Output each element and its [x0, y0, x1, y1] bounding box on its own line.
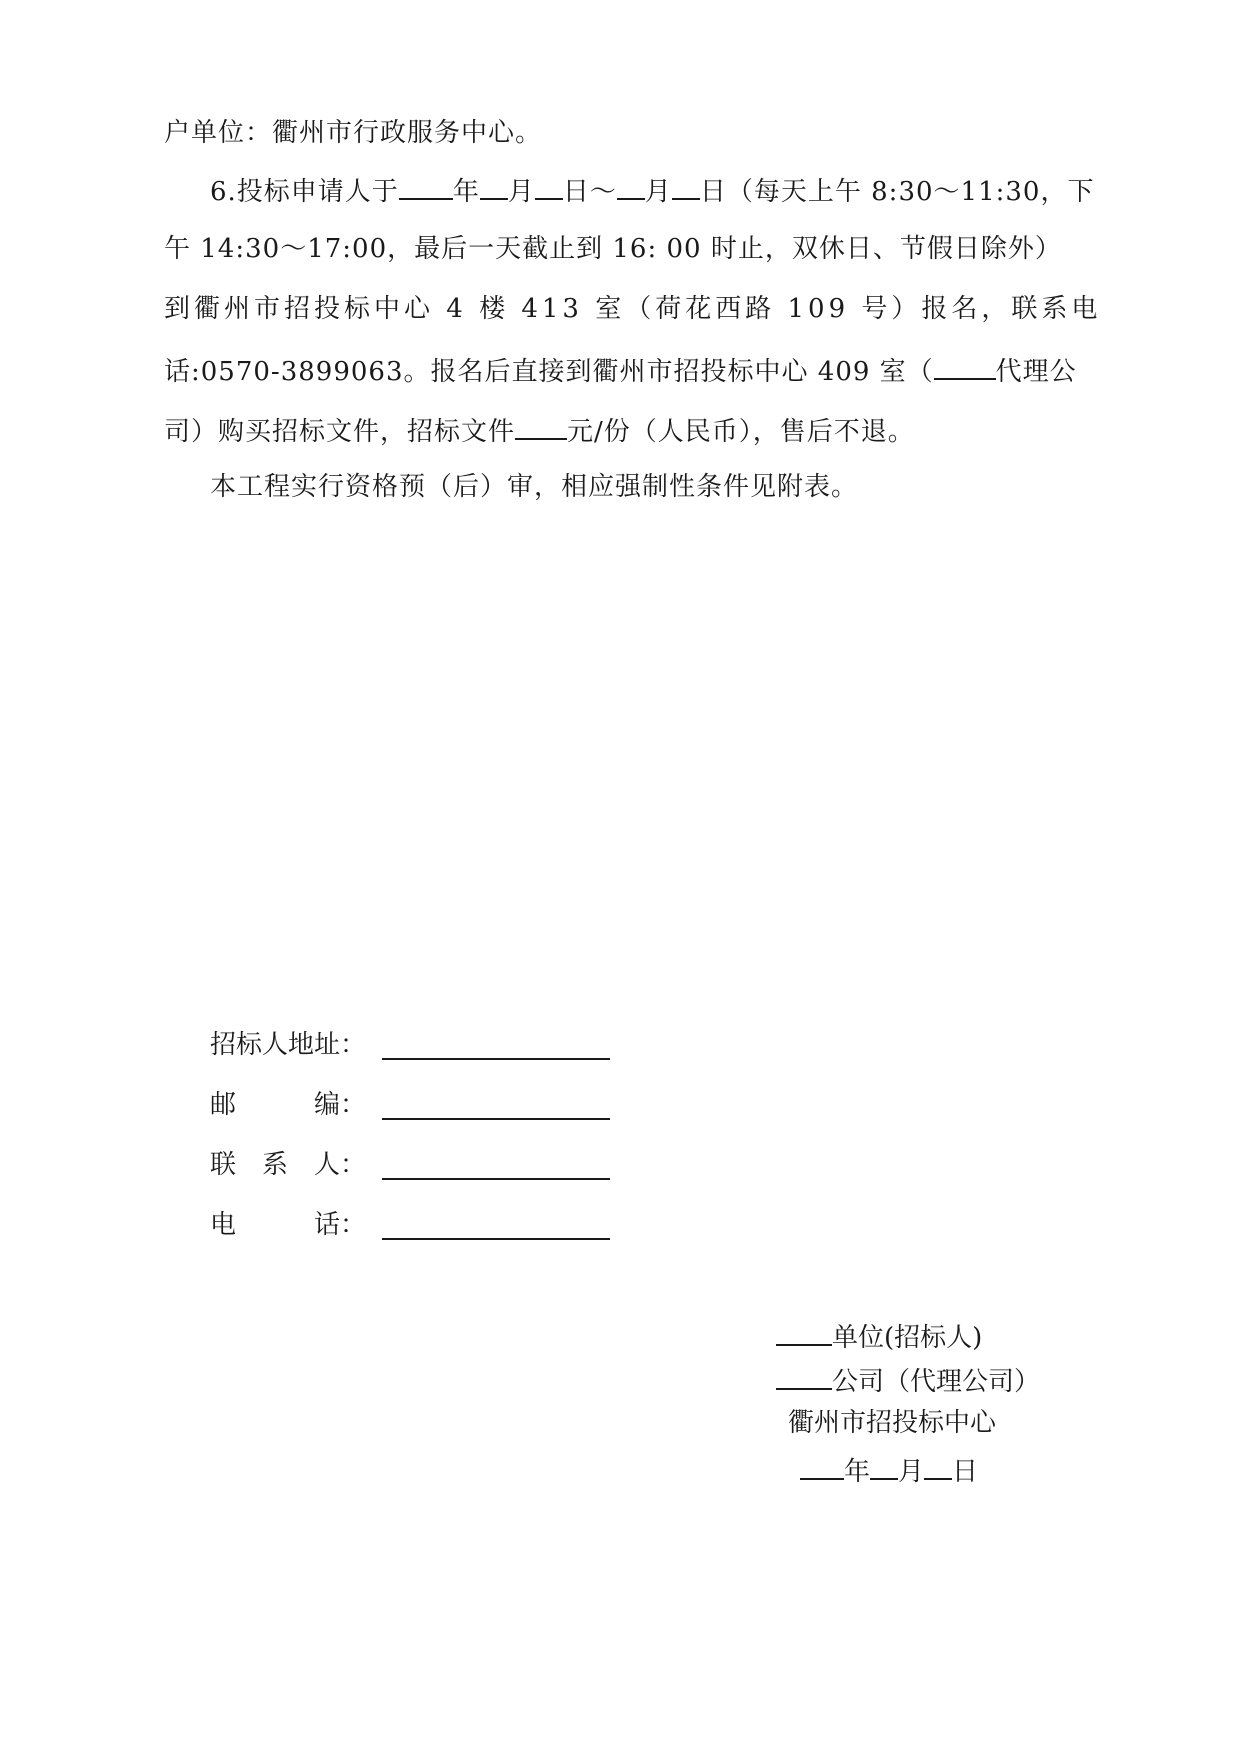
text-segment: 本工程实行资格预（后）审，相应强制性条件见附表。	[210, 472, 859, 502]
field-label: 联 系 人：	[210, 1150, 367, 1180]
text-segment: 年	[452, 177, 480, 207]
text-segment: 日	[952, 1457, 979, 1487]
signature-date	[800, 1452, 978, 1489]
text-segment: 元/份（人民币），售后不退。	[567, 417, 915, 447]
text-segment: 日～	[562, 177, 617, 207]
field-phone	[210, 1208, 380, 1242]
blank-day	[535, 172, 563, 200]
blank-date-year	[800, 1452, 844, 1480]
text-segment: 6.投标申请人于	[210, 177, 399, 207]
fill-line	[382, 1238, 610, 1240]
field-address	[210, 1028, 380, 1062]
text-segment: 公司（代理公司）	[832, 1367, 1041, 1397]
text-segment: 代理公	[995, 357, 1077, 387]
blank-month	[480, 172, 508, 200]
text-segment: 月	[507, 177, 535, 207]
blank-month-end	[617, 172, 645, 200]
paragraph-review	[210, 470, 858, 504]
text-segment: 话:0570-3899063。报名后直接到衢州市招投标中心 409 室（	[164, 357, 934, 387]
blank-date-day	[924, 1452, 952, 1480]
paragraph-6-line-1	[210, 172, 1094, 209]
text-applicant-unit: 户单位：衢州市行政服务中心。	[164, 118, 543, 148]
text-segment: 年	[844, 1457, 871, 1487]
blank-day-end	[672, 172, 700, 200]
fill-line	[382, 1118, 610, 1120]
paragraph-6-line-2	[164, 232, 1062, 266]
signature-company	[776, 1362, 1040, 1399]
signature-center	[788, 1406, 996, 1440]
fill-line	[382, 1178, 610, 1180]
text-segment: 单位(招标人)	[832, 1323, 983, 1353]
blank-date-month	[870, 1452, 898, 1480]
text-segment: 月	[644, 177, 672, 207]
signature-unit	[776, 1318, 982, 1355]
blank-year	[399, 172, 453, 200]
field-label: 邮 编：	[210, 1090, 367, 1120]
blank-price	[515, 412, 567, 440]
field-label: 电 话：	[210, 1210, 367, 1240]
field-contact	[210, 1148, 380, 1182]
text-segment: 到衢州市招投标中心 4 楼 413 室（荷花西路 109 号）报名，联系电	[164, 294, 1102, 324]
paragraph-6-line-4	[164, 352, 1077, 389]
blank-company	[776, 1362, 832, 1390]
blank-unit	[776, 1318, 832, 1346]
text-segment: 日（每天上午 8:30～11:30，下	[699, 177, 1095, 207]
fill-line	[382, 1058, 610, 1060]
text-segment: 司）购买招标文件，招标文件	[164, 417, 516, 447]
text-segment: 月	[898, 1457, 925, 1487]
text-segment: 午 14:30～17:00，最后一天截止到 16: 00 时止，双休日、节假日除外）	[164, 234, 1062, 264]
field-postcode	[210, 1088, 380, 1122]
field-label: 招标人地址：	[210, 1030, 367, 1060]
text-segment: 衢州市招投标中心	[788, 1408, 997, 1438]
paragraph-line	[164, 116, 542, 150]
paragraph-6-line-3	[164, 292, 1101, 326]
blank-agency	[934, 352, 996, 380]
paragraph-6-line-5	[164, 412, 915, 449]
